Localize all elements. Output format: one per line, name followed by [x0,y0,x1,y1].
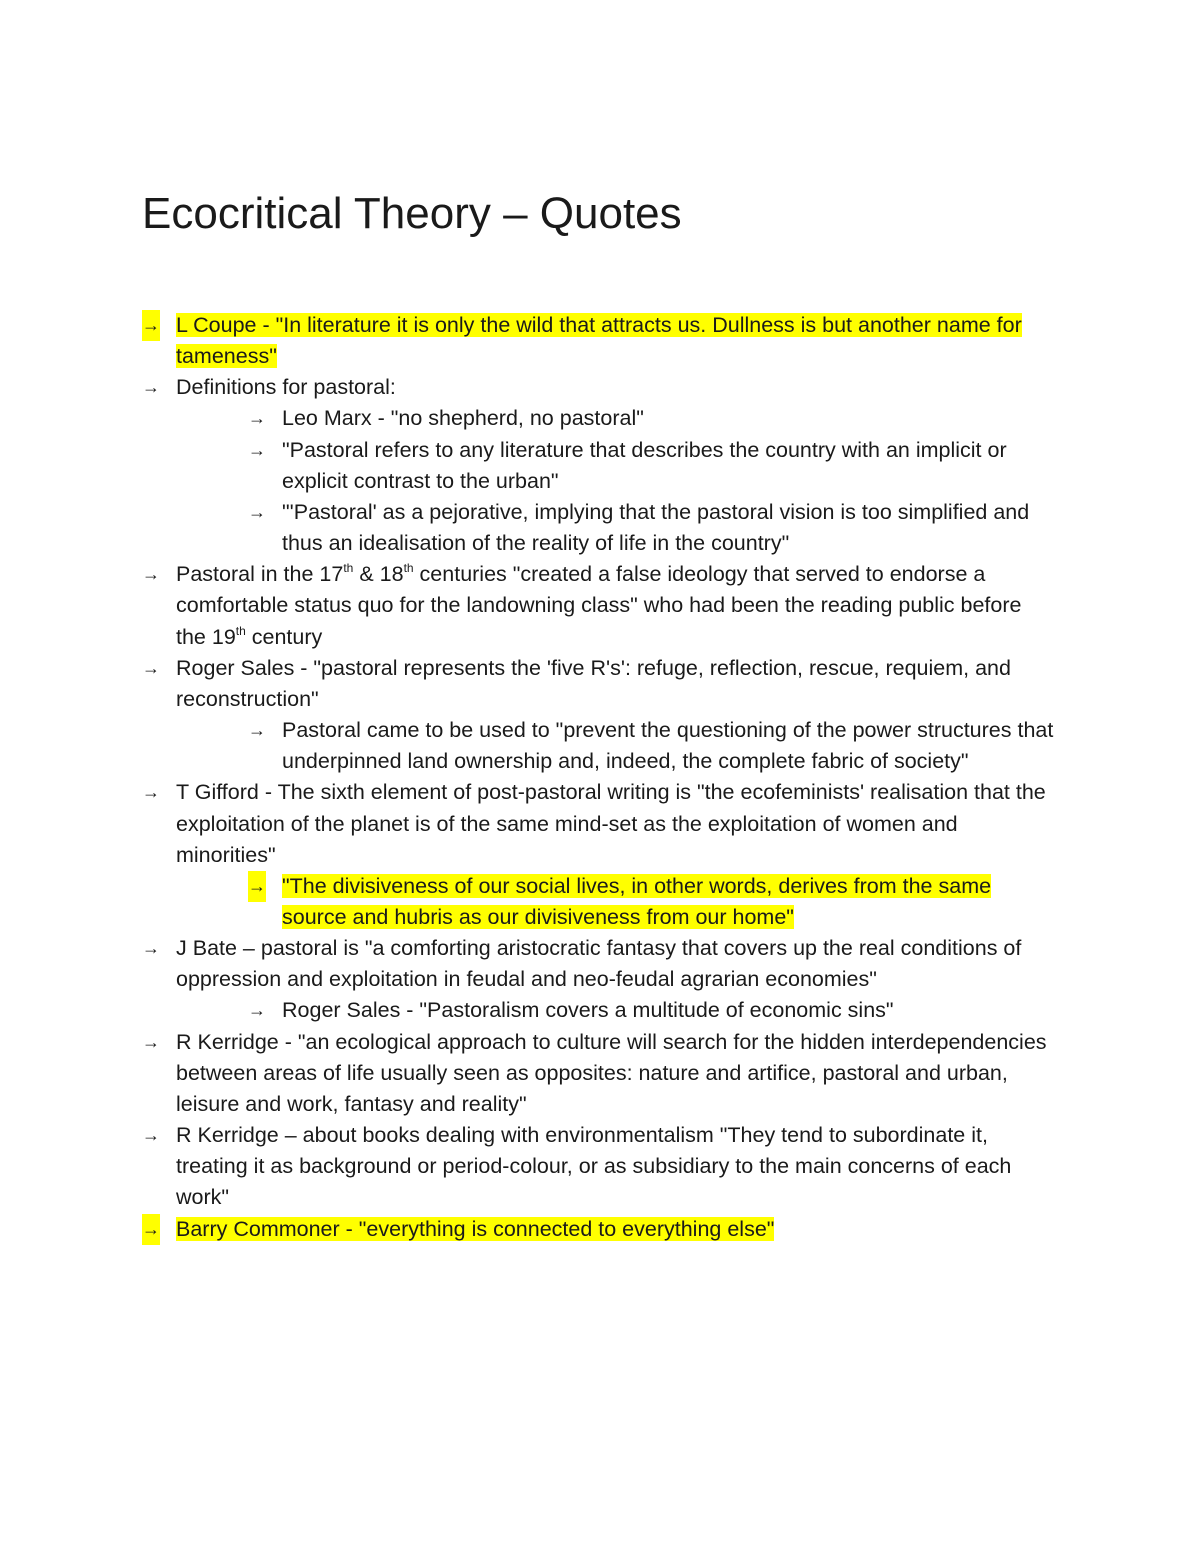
text-run: & 18 [353,562,404,587]
list-item-text: Leo Marx - "no shepherd, no pastoral" [282,406,644,431]
arrow-icon: → [248,1000,266,1021]
list-item [248,403,1058,434]
arrow-icon: → [142,1214,160,1245]
list-item-text: J Bate – pastoral is "a comforting aristocratic fantasy that covers up the real conditions of oppression and exploitation in feudal and neo-feudal agrarian economies" [176,936,1022,992]
list-item [248,497,1058,559]
list-item [142,559,1056,652]
list-item [142,1214,1056,1245]
superscript: th [235,623,246,638]
text-run: centuries "created a false ideology that served to endorse a comfortable status quo for the landowning class" who had been the reading public before the 19 [176,562,1022,649]
list-item [142,1027,1056,1120]
list-item-text: "The divisiveness of our social lives, in other words, derives from the same source and hubris as our divisiveness from our home" [282,873,992,929]
arrow-icon: → [142,657,160,678]
text-run: century [245,624,323,649]
list-item [142,933,1056,995]
list-item [142,653,1056,715]
list-item [248,871,1058,933]
list-item-text: Roger Sales - "pastoral represents the 'five R's': refuge, reflection, rescue, requiem, and reconstruction" [176,655,1011,711]
list-item-text [176,562,1021,648]
superscript: th [403,561,414,576]
list-item-text: Definitions for pastoral: [176,375,396,400]
list-item [142,777,1056,870]
quote-list [0,310,1200,1245]
arrow-icon: → [142,1031,160,1052]
text-run: Pastoral in the 17 [176,562,344,587]
arrow-icon: → [248,439,266,460]
arrow-icon: → [142,938,160,959]
arrow-icon: → [248,501,266,522]
arrow-icon: → [142,1125,160,1146]
arrow-icon: → [142,377,160,398]
list-item-text: Barry Commoner - "everything is connected to everything else" [176,1216,775,1241]
list-item-text: R Kerridge - "an ecological approach to culture will search for the hidden interdependencies between areas of life usually seen as opposites: nature and artifice, pastoral and urban, leisure and work, fantasy and reality" [176,1029,1047,1116]
superscript: th [343,561,354,576]
list-item [142,310,1056,372]
list-item-text: Pastoral came to be used to "prevent the questioning of the power structures that underpinned land ownership and, indeed, the complete fabric of society" [282,718,1054,774]
list-item-text: "'Pastoral' as a pejorative, implying that the pastoral vision is too simplified and thus an idealisation of the reality of life in the country" [282,499,1030,556]
list-item [142,1120,1056,1213]
list-item-text: L Coupe - "In literature it is only the wild that attracts us. Dullness is but another name for tameness" [176,313,1022,369]
list-item-text: "Pastoral refers to any literature that describes the country with an implicit or explicit contrast to the urban" [282,437,1007,493]
list-item-text: Roger Sales - "Pastoralism covers a multitude of economic sins" [282,998,894,1023]
arrow-icon: → [248,408,266,429]
arrow-icon: → [248,871,266,902]
list-item-text: R Kerridge – about books dealing with environmentalism "They tend to subordinate it, treating it as background or period-colour, or as subsidiary to the main concerns of each work" [176,1123,1012,1210]
page-title: Ecocritical Theory – Quotes [142,189,682,238]
arrow-icon: → [142,782,160,803]
list-item [142,372,1056,403]
list-item [248,435,1058,497]
list-item-text: T Gifford - The sixth element of post-pastoral writing is "the ecofeminists' realisation that the exploitation of the planet is of the same mind-set as the exploitation of women and minorities" [176,780,1046,867]
list-item [248,995,1058,1026]
arrow-icon: → [142,310,160,341]
arrow-icon: → [142,564,160,585]
list-item [248,715,1058,777]
arrow-icon: → [248,720,266,741]
